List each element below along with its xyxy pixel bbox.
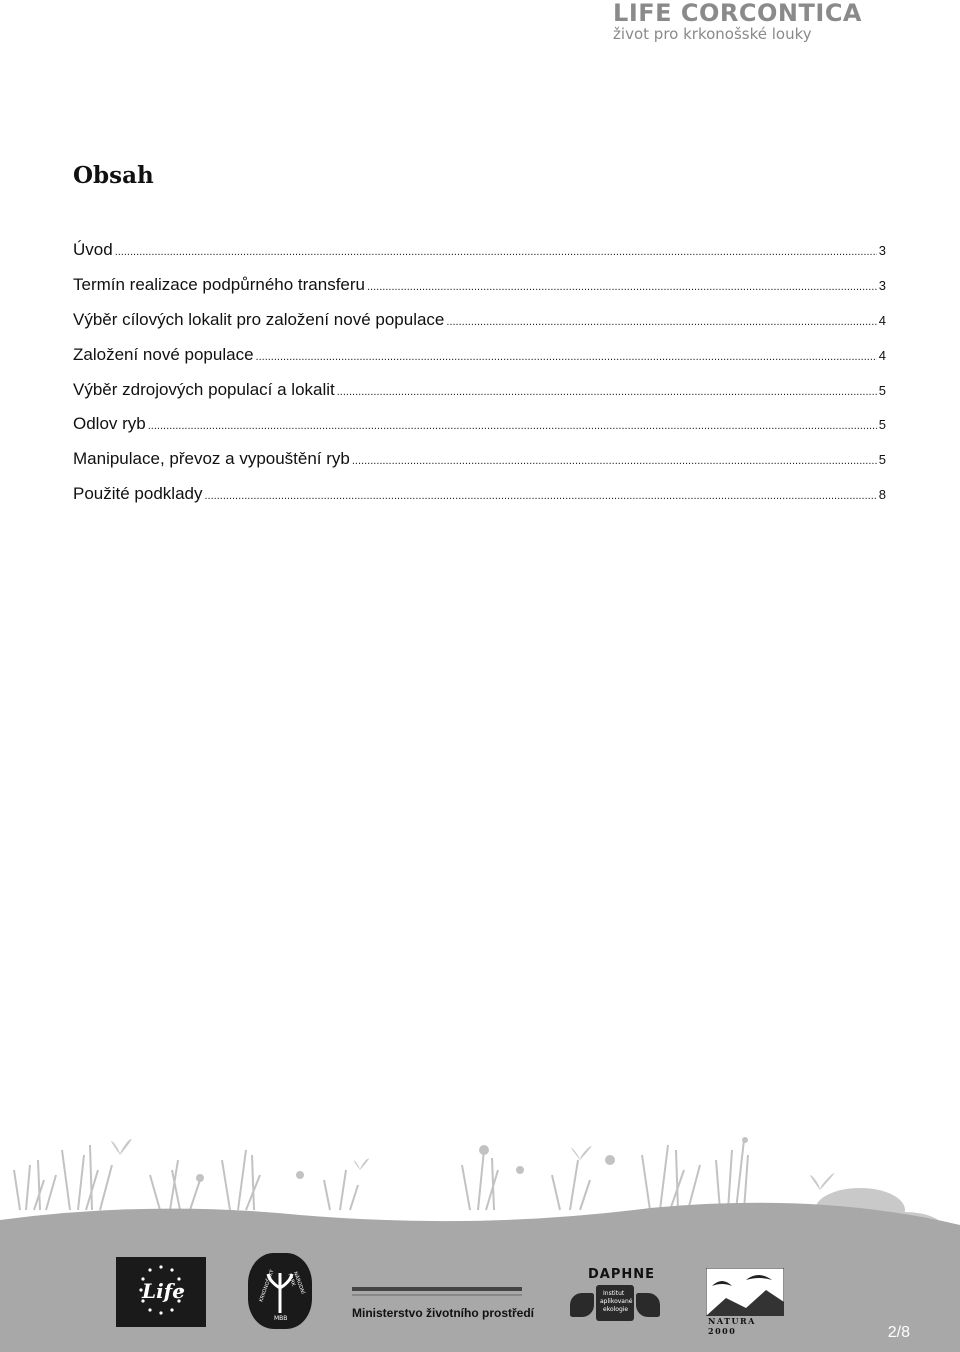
toc-leader-dots [446, 308, 876, 336]
daphne-sub-1: Institut [603, 1290, 625, 1297]
toc-entry[interactable] [73, 341, 886, 376]
grass-silhouettes [14, 1140, 748, 1210]
header-brand [613, 0, 862, 42]
natura-bird-icon [706, 1268, 784, 1316]
butterfly-silhouettes [111, 1139, 834, 1190]
life-logo-text: Life [142, 1279, 185, 1303]
toc-entry-title[interactable]: Termín realizace podpůrného transferu [73, 274, 365, 294]
toc-entry-page[interactable]: 8 [878, 487, 886, 503]
toc-leader-dots [256, 343, 877, 371]
natura-logo-text: NATURA 2000 [708, 1316, 756, 1336]
krnap-logo [248, 1253, 312, 1329]
toc-heading: Obsah [73, 162, 154, 189]
krnap-text-bottom: MBB [274, 1315, 288, 1322]
toc-entry[interactable] [73, 480, 886, 515]
table-of-contents [73, 236, 886, 515]
krnap-text-right: NÁRODNÍ PARK [286, 1270, 306, 1296]
toc-entry-title[interactable]: Odlov ryb [73, 414, 146, 434]
toc-entry-page[interactable]: 5 [878, 452, 886, 468]
toc-entry-page[interactable]: 5 [878, 417, 886, 433]
toc-entry-page[interactable]: 3 [878, 243, 886, 258]
eu-life-logo [116, 1257, 206, 1327]
daphne-logo [568, 1265, 662, 1325]
toc-entry-title[interactable]: Manipulace, převoz a vypouštění ryb [73, 449, 350, 469]
brand-subtitle: život pro krkonošské louky [613, 25, 812, 43]
daphne-sub-2: aplikované [600, 1298, 633, 1305]
toc-entry[interactable] [73, 445, 886, 480]
toc-entry[interactable] [73, 236, 886, 271]
toc-entry-page[interactable]: 4 [878, 347, 886, 363]
daphne-sub-3: ekologie [603, 1306, 629, 1313]
brand-title: LIFE CORCONTICA [613, 0, 862, 27]
toc-entry-title[interactable]: Výběr zdrojových populací a lokalit [73, 379, 335, 399]
ministry-logo-text: Ministerstvo životního prostředí [352, 1306, 535, 1320]
toc-leader-dots [352, 447, 877, 475]
toc-leader-dots [115, 238, 877, 266]
ministry-logo [352, 1287, 535, 1320]
toc-entry[interactable] [73, 271, 886, 306]
toc-entry-title[interactable]: Výběr cílových lokalit pro založení nové populace [73, 309, 445, 329]
toc-leader-dots [367, 273, 877, 301]
toc-entry-page[interactable]: 4 [878, 312, 886, 328]
toc-entry-title[interactable]: Úvod [73, 240, 113, 259]
daphne-leaf-left-icon [570, 1293, 594, 1317]
toc-entry-page[interactable]: 3 [878, 277, 886, 293]
natura-2000-logo [706, 1268, 784, 1336]
toc-leader-dots [204, 482, 876, 510]
toc-entry-title[interactable]: Založení nové populace [73, 344, 254, 364]
krnap-text-left: KRKONOŠSKÝ [258, 1269, 276, 1303]
toc-entry-page[interactable]: 5 [878, 382, 886, 398]
toc-entry[interactable] [73, 376, 886, 411]
page-number: 2/8 [887, 1324, 910, 1341]
toc-leader-dots [148, 412, 877, 440]
toc-entry-title[interactable]: Použité podklady [73, 484, 203, 504]
daphne-leaf-right-icon [636, 1293, 660, 1317]
toc-entry[interactable] [73, 410, 886, 445]
toc-leader-dots [337, 378, 877, 406]
toc-entry[interactable] [73, 306, 886, 341]
daphne-logo-text: DAPHNE [588, 1267, 656, 1282]
